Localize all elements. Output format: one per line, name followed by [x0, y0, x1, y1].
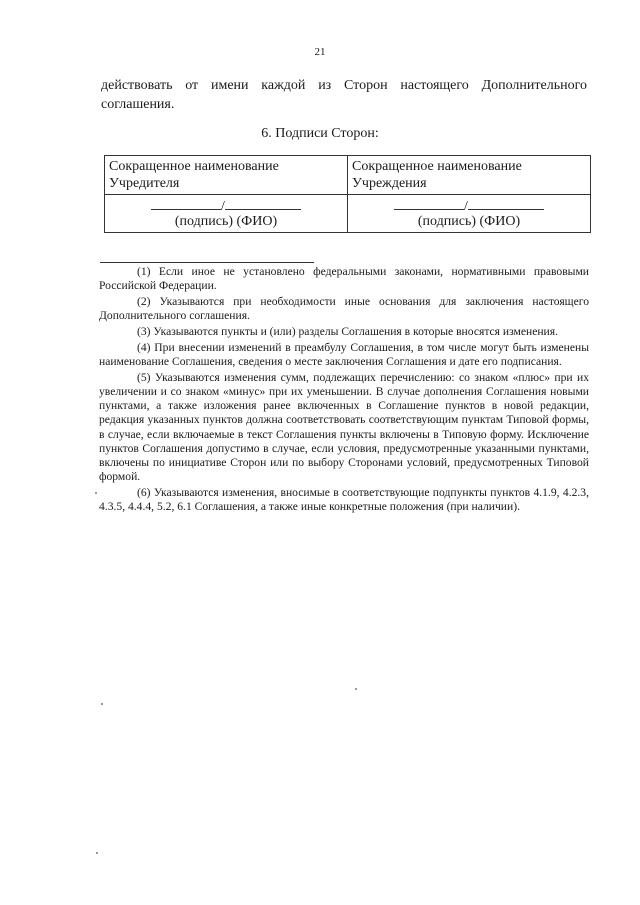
footnote-5: (5) Указываются изменения сумм, подлежащих перечислению: со знаком «плюс» при их увеличении и со знаком «минус» при их уменьшении. В случае дополнения Соглашения новыми пунктами, а также изложения ранее включенных в Соглашение пунктов в новой редакции, редакция указанных пунктов должна соответствовать соответствующим пунктам Типовой формы, в случае, если включаемые в текст Соглашения пункты включены в Типовую форму. Исключение пунктов Соглашения допустимо в случае, если условия, предусмотренные указанными пунктами, включены по инициативе Сторон или по выбору Сторонами условий, предусмотренных Типовой формой.	[99, 370, 589, 484]
signature-separator: /	[221, 199, 225, 214]
footnote-6: (6) Указываются изменения, вносимые в соответствующие подпункты пунктов 4.1.9, 4.2.3, 4.3.5, 4.4.4, 5.2, 6.1 Соглашения, а также иные конкретные положения (при наличии).	[99, 486, 589, 514]
scan-speck	[355, 688, 357, 690]
signature-separator: /	[464, 199, 468, 214]
signature-caption: (подпись) (ФИО)	[174, 214, 278, 229]
scan-speck	[101, 703, 103, 705]
signature-blank	[151, 197, 221, 210]
signature-row	[105, 195, 591, 233]
founder-signature-cell	[105, 195, 348, 233]
signature-table	[104, 155, 591, 233]
institution-signature-cell	[348, 195, 591, 233]
footnote-1: (1) Если иное не установлено федеральными законами, нормативными правовыми Российской Федерации.	[99, 265, 589, 293]
section-title: 6. Подписи Сторон:	[261, 126, 379, 141]
footnotes	[99, 265, 589, 516]
signature-header-row	[105, 156, 591, 195]
institution-header-cell: Сокращенное наименование Учреждения	[348, 156, 591, 195]
name-blank	[225, 197, 301, 210]
intro-paragraph	[101, 76, 587, 114]
footnote-2: (2) Указываются при необходимости иные основания для заключения настоящего Дополнительного соглашения.	[99, 295, 589, 323]
intro-line-2: соглашения.	[101, 97, 175, 112]
footnote-divider	[100, 262, 314, 263]
page-number: 21	[314, 46, 326, 58]
name-blank	[468, 197, 544, 210]
intro-line-1: действовать от имени каждой из Сторон настоящего Дополнительного	[101, 78, 587, 93]
footnote-3: (3) Указываются пункты и (или) разделы Соглашения в которые вносятся изменения.	[137, 325, 558, 338]
scan-speck	[96, 852, 98, 854]
scan-speck	[95, 492, 97, 494]
signature-caption: (подпись) (ФИО)	[417, 214, 521, 229]
footnote-4: (4) При внесении изменений в преамбулу Соглашения, в том числе могут быть изменены наименование Соглашения, сведения о месте заключения Соглашения и дате его подписания.	[99, 340, 589, 368]
signature-blank	[394, 197, 464, 210]
founder-header-cell: Сокращенное наименование Учредителя	[105, 156, 348, 195]
